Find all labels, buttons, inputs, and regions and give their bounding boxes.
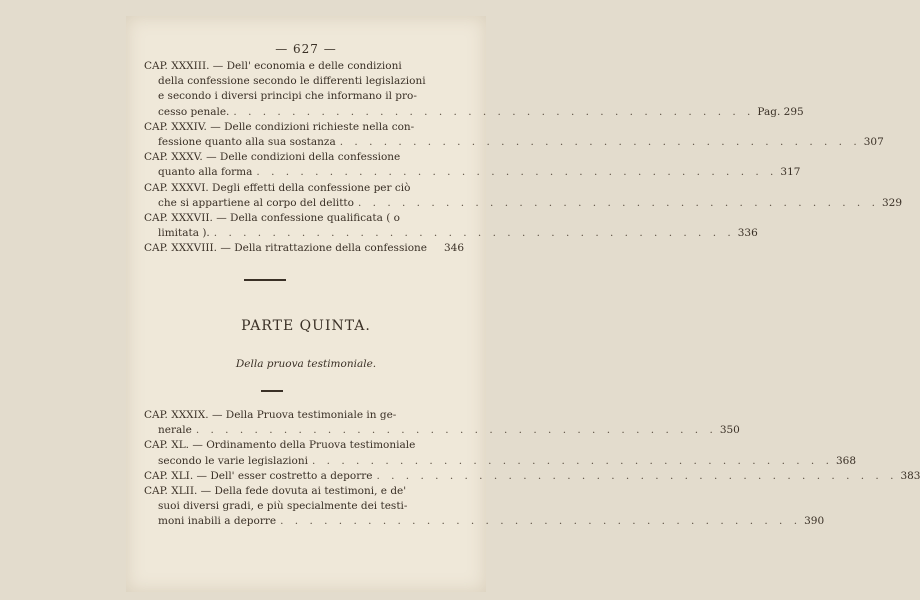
toc-line-text: CAP. XL. — Ordinamento della Pruova testimoniale <box>144 439 416 452</box>
toc-line <box>144 59 464 74</box>
toc-page-number: 350 <box>719 424 740 437</box>
toc-line <box>144 226 758 241</box>
leader-dots: . . . . . . . . . . . . . . . . . . . . . . . . . . . . . . . . . . . . <box>213 227 735 240</box>
divider-rule <box>244 279 286 281</box>
toc-line <box>144 181 464 196</box>
toc-line-text: CAP. XLII. — Della fede dovuta ai testimoni, e de' <box>144 485 407 498</box>
toc-line-text: fessione quanto alla sua sostanza <box>158 136 336 149</box>
toc-page-number: 307 <box>863 136 884 149</box>
toc-line <box>144 484 464 499</box>
toc-line-text: CAP. XLI. — Dell' esser costretto a deporre <box>144 469 373 482</box>
toc-line-text: suoi diversi gradi, e più specialmente dei testi- <box>158 500 408 513</box>
leader-dots: . . . . . . . . . . . . . . . . . . . . . . . . . . . . . . . . . . . . <box>339 136 861 149</box>
toc-line <box>144 454 856 469</box>
toc-line <box>144 241 464 256</box>
toc-line <box>144 438 464 453</box>
toc-line-text: CAP. XXXIV. — Delle condizioni richieste nella con- <box>144 120 415 133</box>
toc-line <box>144 499 464 514</box>
divider-rule-small <box>261 390 283 392</box>
leader-dots: . . . . . . . . . . . . . . . . . . . . . . . . . . . . . . . . . . . . <box>195 424 717 437</box>
toc-line <box>144 135 884 150</box>
toc-line <box>144 408 464 423</box>
toc-page-number: 336 <box>737 227 758 240</box>
toc-line-text: CAP. XXXVI. Degli effetti della confessione per ciò <box>144 181 411 194</box>
toc-line-text: della confessione secondo le differenti legislazioni <box>158 75 426 88</box>
toc-page-number: Pag. 295 <box>757 105 804 118</box>
section-title: PARTE QUINTA. <box>241 318 371 334</box>
toc-line-text: cesso penale. <box>158 105 230 118</box>
leader-dots: . . . . . . . . . . . . . . . . . . . . . . . . . . . . . . . . . . . . <box>233 105 755 118</box>
toc-line-text: CAP. XXXV. — Delle condizioni della confessione <box>144 151 401 164</box>
toc-page-number: 383 <box>900 469 920 482</box>
leader-dots: . . . . . . . . . . . . . . . . . . . . . . . . . . . . . . . . . . . . <box>357 196 879 209</box>
toc-line <box>144 105 804 120</box>
toc-page-number: 317 <box>780 166 801 179</box>
leader-dots: . . . . . . . . . . . . . . . . . . . . . . . . . . . . . . . . . . . . <box>311 454 833 467</box>
toc-line-text: CAP. XXXVII. — Della confessione qualificata ( o <box>144 212 401 225</box>
toc-line-text: e secondo i diversi principi che informano il pro- <box>158 90 417 103</box>
toc-list-bottom <box>144 408 920 530</box>
toc-line-text: che si appartiene al corpo del delitto <box>158 196 354 209</box>
toc-line-text: moni inabili a deporre <box>158 515 277 528</box>
toc-line <box>144 89 464 104</box>
toc-line-text: CAP. XXXVIII. — Della ritrattazione della confessione <box>144 242 427 255</box>
toc-line <box>144 120 464 135</box>
section-subtitle: Della pruova testimoniale. <box>235 358 377 370</box>
toc-line-text: secondo le varie legislazioni <box>158 454 308 467</box>
toc-line-text: CAP. XXXIII. — Dell' economia e delle condizioni <box>144 60 402 72</box>
toc-line-text: limitata ). <box>158 227 210 240</box>
toc-page-number: 368 <box>835 454 856 467</box>
toc-line <box>144 150 464 165</box>
toc-line-text: quanto alla forma <box>158 166 253 179</box>
leader-dots: . . . . . . . . . . . . . . . . . . . . . . . . . . . . . . . . . . . . <box>256 166 778 179</box>
toc-page-number: 390 <box>804 515 825 528</box>
book-page <box>126 16 920 592</box>
toc-line <box>144 165 801 180</box>
leader-dots: . . . . . . . . . . . . . . . . . . . . . . . . . . . . . . . . . . . . <box>376 469 898 482</box>
toc-line <box>144 74 464 89</box>
toc-line <box>144 423 740 438</box>
toc-line-text: CAP. XXXIX. — Della Pruova testimoniale in ge- <box>144 409 397 421</box>
toc-line <box>144 211 464 226</box>
page-number: — 627 — <box>275 42 337 56</box>
toc-line <box>144 196 902 211</box>
toc-page-number: 346 <box>443 242 464 255</box>
toc-page-number: 329 <box>881 196 902 209</box>
toc-list-top <box>144 59 902 257</box>
toc-line <box>144 514 825 529</box>
toc-line <box>144 469 920 484</box>
toc-line-text: nerale <box>158 424 192 437</box>
leader-dots: . . . . . . . . . . . . . . . . . . . . . . . . . . . . . . . . . . . . <box>280 515 802 528</box>
